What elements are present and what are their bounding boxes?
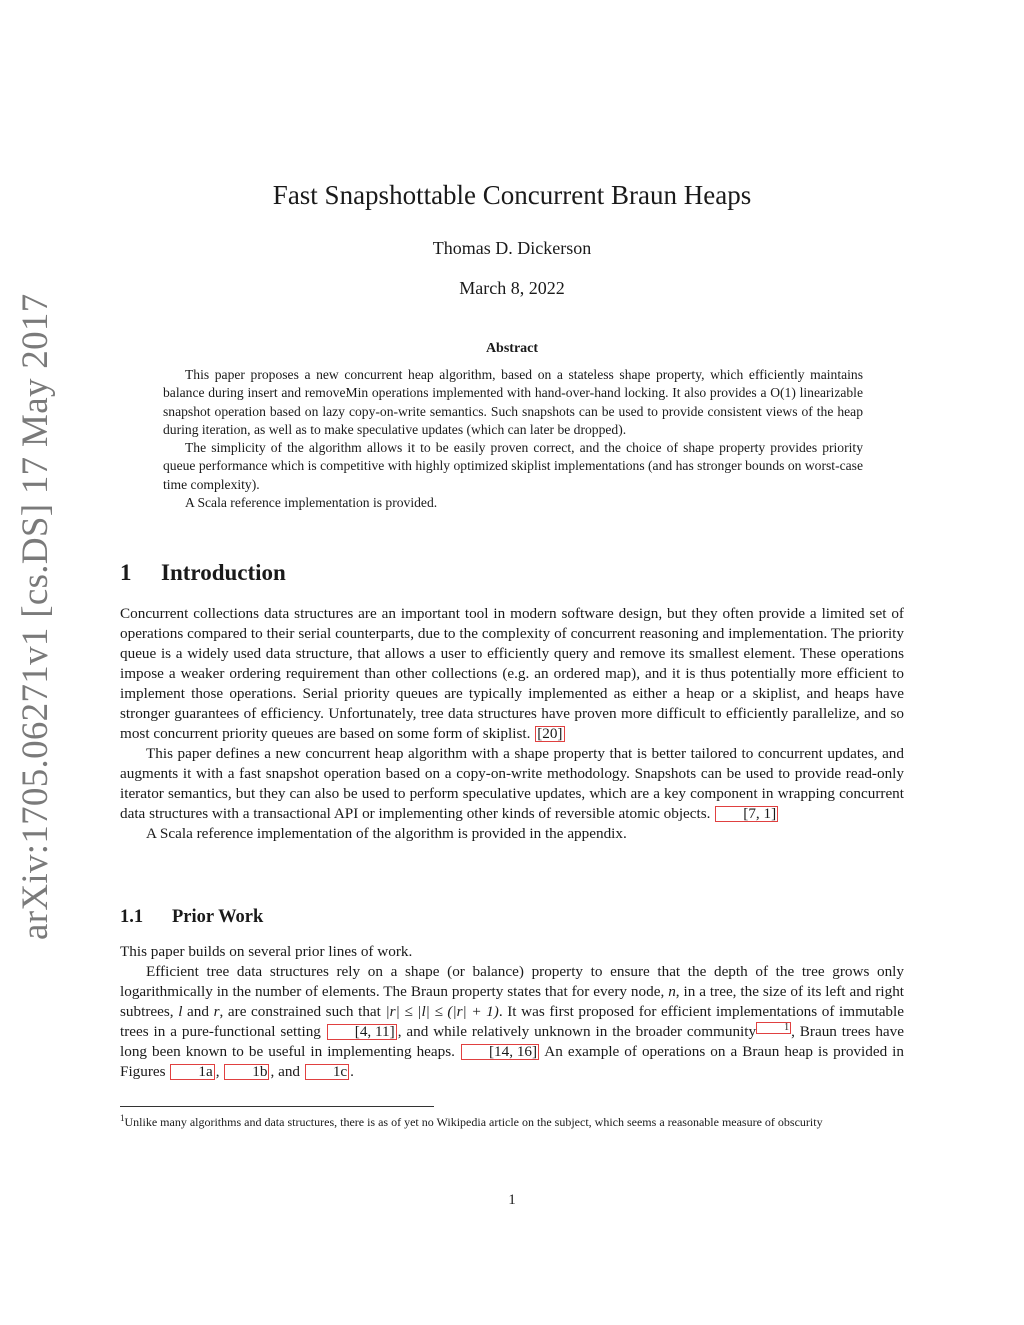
paper-title: Fast Snapshottable Concurrent Braun Heaps xyxy=(272,180,752,210)
introduction-body xyxy=(120,604,904,844)
section-number: 1 xyxy=(120,560,132,585)
figure-link-1b[interactable]: 1b xyxy=(224,1064,269,1080)
abstract-paragraph-1: This paper proposes a new concurrent heap algorithm, based on a stateless shape property, which efficiently maintains balance during insert and removeMin operations implemented with hand-over-hand locking. It also provides a O(1) linearizable snapshot operation based on lazy copy-on-write semantics. Such snapshots can be used to provide consistent views of the heap during iteration, as well as to make speculative updates (which can later be dropped). xyxy=(163,367,863,437)
abstract xyxy=(163,366,863,512)
footnote-rule xyxy=(120,1106,434,1107)
figure-link-1a[interactable]: 1a xyxy=(170,1064,214,1080)
intro-paragraph-2: This paper defines a new concurrent heap algorithm with a shape property that is better tailored to concurrent updates, and augments it with a fast snapshot operation based on a copy-on-write methodology. Snapshots can be used to provide read-only iterator semantics, but they can also be used to perform speculative updates, which are a key component in wrapping concurrent data structures with a transactional API or implementing other kinds of reversible atomic objects. [7, 1] xyxy=(120,745,904,822)
citation-link[interactable]: [7, 1] xyxy=(715,806,778,822)
footnote-link[interactable]: 1 xyxy=(756,1022,791,1034)
footnote xyxy=(120,1110,904,1130)
subsection-heading-prior-work xyxy=(120,907,263,928)
citation-link[interactable]: [14, 16] xyxy=(461,1044,539,1060)
page-number: 1 xyxy=(508,1192,516,1208)
citation-link[interactable]: [20] xyxy=(537,725,563,742)
subsection-title: Prior Work xyxy=(172,907,264,927)
footnote-mark: 1 xyxy=(120,1113,125,1123)
paper-author: Thomas D. Dickerson xyxy=(432,238,592,258)
intro-paragraph-1: Concurrent collections data structures are an important tool in modern software design, but they often provide a limited set of operations compared to their serial counterparts, due to the complexity of concurrent reasoning and implementation. The priority queue is a widely used data structure, that allows a user to efficiently query and remove its smallest element. These operations impose a weaker ordering requirement than other collections (e.g. an ordered map), and it is thus potentially more efficient to implement those operations. Serial priority queues are typically implemented as either a heap or a skiplist, and heaps have stronger guarantees of efficiency. Unfortunately, tree data structures have proven more difficult to efficiently parallelize, and so most concurrent priority queues are based on some form of skiplist. [20] xyxy=(120,605,904,742)
abstract-heading: Abstract xyxy=(485,341,539,356)
prior-work-paragraph-1: This paper builds on several prior lines of work. xyxy=(120,943,413,960)
figure-link-1c[interactable]: 1c xyxy=(305,1064,349,1080)
intro-paragraph-3: A Scala reference implementation of the algorithm is provided in the appendix. xyxy=(146,825,627,842)
math-var-n: n xyxy=(668,983,676,1000)
braun-constraint: |r| ≤ |l| ≤ (|r| + 1) xyxy=(385,1003,499,1020)
citation-link[interactable]: [4, 11] xyxy=(327,1024,397,1040)
section-title: Introduction xyxy=(161,560,286,585)
abstract-paragraph-2: The simplicity of the algorithm allows it to be easily proven correct, and the choice of shape property provides priority queue performance which is competitive with highly optimized skiplist implementations (and has stronger bounds on worst-case time complexity). xyxy=(163,440,863,492)
prior-work-body xyxy=(120,942,904,1082)
prior-work-paragraph-2: Efficient tree data structures rely on a shape (or balance) property to ensure that the depth of the tree grows only logarithmically in the number of elements. The Braun property states that for every node, n, in a tree, the size of its left and right subtrees, l and r, are constrained such that |r| ≤ |l| ≤ (|r| + 1). It was first proposed for efficient implementations of immutable trees in a pure-functional setting [4, 11] , and while relatively unknown in the broader community 1 , Braun trees have long been known to be useful in implementing heaps. [14, 16] An example of operations on a Braun heap is provided in Figures 1a , 1b , and 1c . xyxy=(120,963,905,1081)
math-var-l: l xyxy=(178,1003,183,1020)
footnote-text: Unlike many algorithms and data structures, there is as of yet no Wikipedia article on the subject, which seems a reasonable measure of obscurity xyxy=(124,1115,823,1129)
arxiv-identifier: arXiv:1705.06271v1 [cs.DS] 17 May 2017 xyxy=(15,293,56,940)
paper-date: March 8, 2022 xyxy=(459,278,565,298)
subsection-number: 1.1 xyxy=(120,907,144,927)
section-heading-introduction xyxy=(120,560,286,586)
math-var-r: r xyxy=(213,1003,220,1020)
abstract-paragraph-3: A Scala reference implementation is provided. xyxy=(185,495,438,511)
